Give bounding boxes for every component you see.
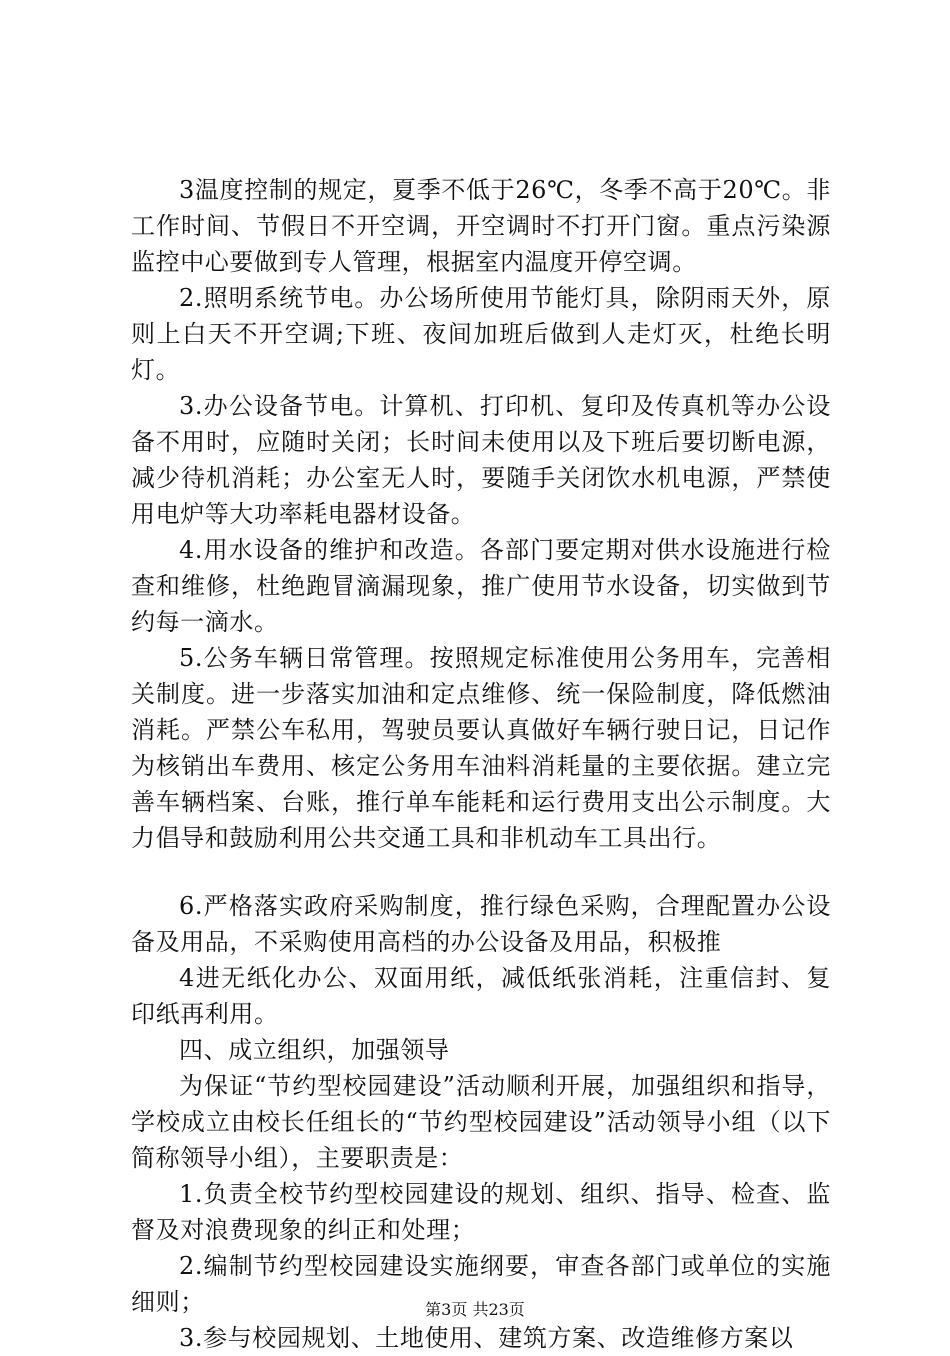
paragraph-lighting-saving: 2.照明系统节电。办公场所使用节能灯具，除阴雨天外，原则上白天不开空调;下班、夜间加班后做到人走灯灭，杜绝长明灯。 <box>131 284 831 384</box>
paragraph-temperature-control: 3温度控制的规定，夏季不低于26℃，冬季不高于20℃。非工作时间、节假日不开空调，开空调时不打开门窗。重点污染源监控中心要做到专人管理，根据室内温度开停空调。 <box>131 176 831 276</box>
paragraph-duty-1: 1.负责全校节约型校园建设的规划、组织、指导、检查、监督及对浪费现象的纠正和处理； <box>131 1180 831 1244</box>
document-body <box>131 172 831 1356</box>
paragraph-procurement: 6.严格落实政府采购制度，推行绿色采购，合理配置办公设备及用品，不采购使用高档的办公设备及用品，积极推 <box>131 892 831 956</box>
paragraph-duty-3: 3.参与校园规划、土地使用、建筑方案、改造维修方案以 <box>179 1324 794 1352</box>
paragraph-leadership-group: 为保证“节约型校园建设”活动顺利开展，加强组织和指导，学校成立由校长任组长的“节约型校园建设”活动领导小组（以下简称领导小组），主要职责是： <box>131 1072 831 1172</box>
paragraph-office-equipment-saving: 3.办公设备节电。计算机、打印机、复印及传真机等办公设备不用时，应随时关闭；长时间未使用以及下班后要切断电源，减少待机消耗；办公室无人时，要随手关闭饮水机电源，严禁使用电炉等大功率耗电器材设备。 <box>131 392 831 528</box>
page-number-footer: 第3页 共23页 <box>425 1300 525 1319</box>
paragraph-paperless-office: 4进无纸化办公、双面用纸，减低纸张消耗，注重信封、复印纸再利用。 <box>131 964 831 1028</box>
section-heading-organization: 四、成立组织，加强领导 <box>179 1036 450 1064</box>
paragraph-vehicle-management: 5.公务车辆日常管理。按照规定标准使用公务用车，完善相关制度。进一步落实加油和定点维修、统一保险制度，降低燃油消耗。严禁公车私用，驾驶员要认真做好车辆行驶日记，日记作为核销出车费用、核定公务用车油料消耗量的主要依据。建立完善车辆档案、台账，推行单车能耗和运行费用支出公示制度。大力倡导和鼓励利用公共交通工具和非机动车工具出行。 <box>131 644 831 852</box>
paragraph-duty-2: 2.编制节约型校园建设实施纲要，审查各部门或单位的实施细则； <box>131 1252 831 1316</box>
paragraph-water-equipment: 4.用水设备的维护和改造。各部门要定期对供水设施进行检查和维修，杜绝跑冒滴漏现象，推广使用节水设备，切实做到节约每一滴水。 <box>131 536 831 636</box>
